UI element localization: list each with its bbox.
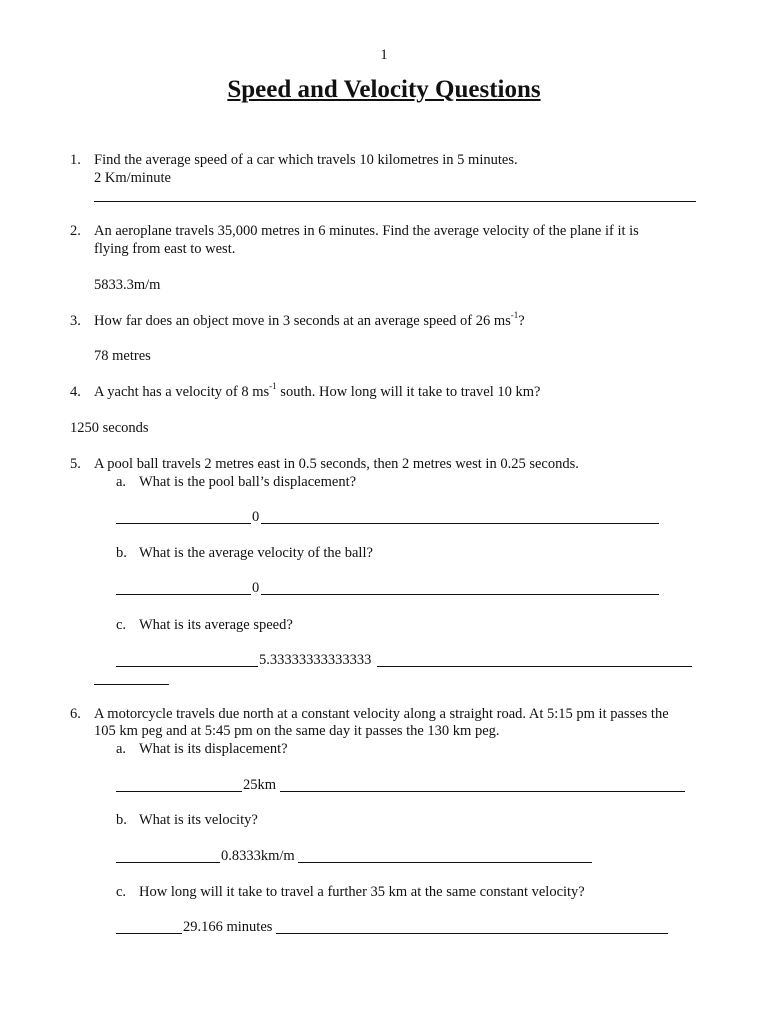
q5a-label: a. [116,474,127,490]
q5a-text: What is the pool ball’s displacement? [139,474,357,490]
q6c-text: How long will it take to travel a further 35 km at the same constant velocity? [139,884,585,900]
q5c-line-wrap [94,684,169,685]
q1-answer: 2 Km/minute [94,170,171,186]
q3-text-main: How far does an object move in 3 seconds at an average speed of 26 ms [94,313,511,329]
q2-number: 2. [70,223,81,239]
q5c-line-right [377,666,692,667]
q5c-text: What is its average speed? [139,617,293,633]
q6-number: 6. [70,706,81,722]
page-title: Speed and Velocity Questions [227,76,541,103]
q4-text-end: south. How long will it take to travel 10 km? [276,384,541,400]
q5-text: A pool ball travels 2 metres east in 0.5 seconds, then 2 metres west in 0.25 seconds. [94,456,579,472]
q1-answer-line [94,201,696,202]
q6c-label: c. [116,884,127,900]
q5b-text: What is the average velocity of the ball? [139,545,373,561]
q2-text-line2: flying from east to west. [94,241,236,257]
q1-number: 1. [70,152,81,168]
q6c-line-right [276,933,668,934]
q5b-line-right [261,594,659,595]
q5a-answer: 0 [252,509,260,525]
q6a-line-right [280,791,685,792]
q3-text-end: ? [518,313,525,329]
q6a-label: a. [116,741,127,757]
q4-text-main: A yacht has a velocity of 8 ms [94,384,270,400]
q5c-answer: 5.33333333333333 [259,652,372,668]
q2-text-line1: An aeroplane travels 35,000 metres in 6 minutes. Find the average velocity of the plane if it is [94,223,639,239]
q4-answer: 1250 seconds [70,420,149,436]
q5b-label: b. [116,545,127,561]
q6b-line-right [298,862,592,863]
q2-answer: 5833.3m/m [94,277,161,293]
q3-text-exponent: -1 [510,310,519,321]
q6a-answer: 25km [243,777,277,793]
q6c-line-left [116,933,182,934]
q6b-label: b. [116,812,127,828]
q6b-line-left [116,862,220,863]
page-number: 1 [380,47,388,63]
q4-text [94,383,540,401]
q4-text-exponent: -1 [269,381,277,392]
q6a-text: What is its displacement? [139,741,288,757]
q6c-answer: 29.166 minutes [183,919,273,935]
q5b-line-left [116,594,251,595]
q1-text: Find the average speed of a car which travels 10 kilometres in 5 minutes. [94,152,518,168]
q6-text-line2: 105 km peg and at 5:45 pm on the same day it passes the 130 km peg. [94,723,500,739]
q5b-answer: 0 [252,580,260,596]
q5c-label: c. [116,617,127,633]
q5a-line-left [116,523,251,524]
q6b-answer: 0.8333km/m [221,848,295,864]
q6b-text: What is its velocity? [139,812,258,828]
q3-text [94,312,525,330]
q5a-line-right [261,523,659,524]
q4-number: 4. [70,384,81,400]
q3-number: 3. [70,313,81,329]
q6a-line-left [116,791,242,792]
q5-number: 5. [70,456,81,472]
q3-answer: 78 metres [94,348,151,364]
q5c-line-left [116,666,258,667]
q6-text-line1: A motorcycle travels due north at a constant velocity along a straight road. At 5:15 pm it passes the [94,706,669,722]
